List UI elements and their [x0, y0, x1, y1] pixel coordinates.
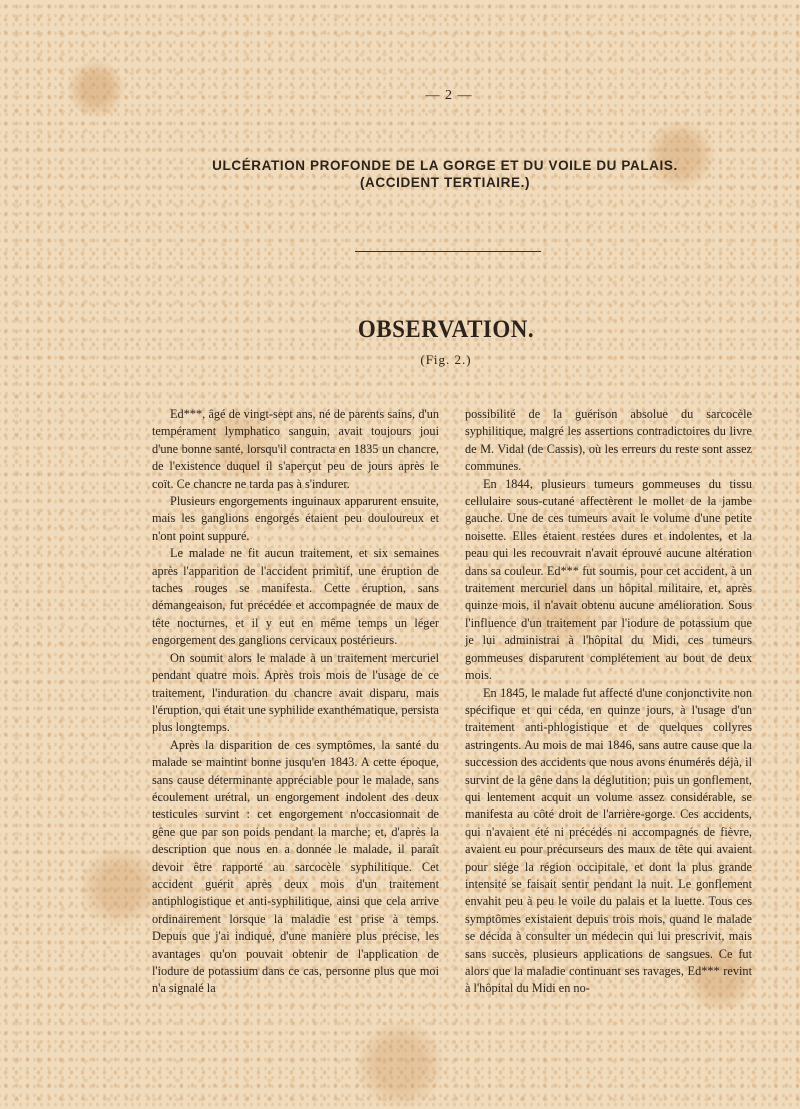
page-title — [190, 158, 700, 190]
paragraph: Le malade ne fit aucun traitement, et six semaines après l'apparition de l'accident primitif, une éruption de taches rouges se manifesta. Cette éruption, sans démangeaison, fut précédée et accompagnée de maux de tête nocturnes, et il y eut en même temps un léger engorgement des ganglions cervicaux postérieurs. — [152, 546, 439, 648]
figure-reference: (Fig. 2.) — [420, 352, 472, 367]
right-text-column — [465, 406, 752, 998]
left-text-column — [152, 406, 439, 998]
horizontal-divider — [355, 251, 541, 252]
title-line-subtitle: (ACCIDENT TERTIAIRE.) — [359, 175, 531, 190]
paragraph: Ed***, âgé de vingt-sept ans, né de parents sains, d'un tempérament lymphatico sanguin, avait toujours joui d'une bonne santé, lorsqu'il contracta en 1835 un chancre, de l'existence duquel il s'aperçut peu de jours après le coït. Ce chancre ne tarda pas à s'indurer. — [152, 407, 439, 491]
paragraph: Plusieurs engorgements inguinaux apparurent ensuite, mais les ganglions engorgés étaient peu douloureux et n'ont point suppuré. — [152, 494, 439, 543]
paragraph: En 1844, plusieurs tumeurs gommeuses du tissu cellulaire sous-cutané affectèrent le mollet de la jambe gauche. Une de ces tumeurs avait le volume d'une petite noisette. Elles étaient restées dures et indolentes, et la peau qui les recouvrait n'avait éprouvé aucune altération dans sa couleur. Ed*** fut soumis, pour cet accident, à un traitement mercuriel dans un hôpital militaire, et, après quinze mois, il n'avait obtenu aucune amélioration. Sous l'influence d'un traitement par l'iodure de potassium que je lui administrai à l'hôpital du Midi, ces tumeurs gommeuses disparurent complétement au bout de deux mois. — [465, 476, 752, 683]
paragraph: En 1845, le malade fut affecté d'une conjonctivite non spécifique et qui céda, en quinze jours, à l'usage d'un traitement anti-phlogistique et de quelques collyres astringents. Au mois de mai 1846, sans autre cause que la succession des accidents que nous avons énumérés déjà, il survint de la gêne dans la déglutition; puis un gonflement, qui lentement acquit un volume assez considérable, se manifesta au côté droit de l'arrière-gorge. Ces accidents, qui n'avaient été ni précédés ni accompagnés de fièvre, avaient eu pour précurseurs des maux de tête qui avaient pour siége la région occipitale, et dont la plus grande intensité se faisait sentir pendant la nuit. Le gonflement envahit peu à peu le voile du palais et la luette. Tous ces symptômes existaient depuis trois mois, quand le malade se décida à consulter un médecin qui lui prescrivit, mais sans succès, plusieurs applications de sangsues. Ce fut alors que la maladie continuant ses ravages, Ed*** revint à l'hôpital du Midi en no- — [465, 685, 752, 996]
page-number: — 2 — — [425, 88, 473, 103]
paragraph: On soumit alors le malade à un traitement mercuriel pendant quatre mois. Après trois mois de l'usage de ce traitement, l'induration du chancre avait disparu, mais l'éruption, qui était une syphilide exanthématique, persista plus longtemps. — [152, 650, 439, 735]
title-line-main: ULCÉRATION PROFONDE DE LA GORGE ET DU VOILE DU PALAIS. — [212, 158, 678, 173]
paragraph-continued: possibilité de la guérison absolue du sarcocèle syphilitique, malgré les assertions contradictoires du livre de M. Vidal (de Cassis), où les erreurs du reste sont assez communes. — [465, 407, 752, 474]
paragraph: Après la disparition de ces symptômes, la santé du malade se maintint bonne jusqu'en 1843. A cette époque, sans cause déterminante appréciable pour le malade, sans écoulement urétral, un engorgement indolent des deux testicules survint : cet engorgement n'occasionnait de gêne que par son poids pendant la marche; et, d'après la description que nous en a donnée le malade, il paraît devoir être rapporté au sarcocèle syphilitique. Cet accident guérit après deux mois d'un traitement antiphlogistique et anti-syphilitique, ainsi que cela arrive ordinairement lorsque la maladie est prise à temps. Depuis que j'ai indiqué, d'une manière plus précise, les avantages qu'on pouvait obtenir de l'application de l'iodure de potassium dans ce cas, personne plus que moi n'a signalé la — [152, 737, 439, 996]
section-heading: OBSERVATION. — [357, 314, 535, 343]
